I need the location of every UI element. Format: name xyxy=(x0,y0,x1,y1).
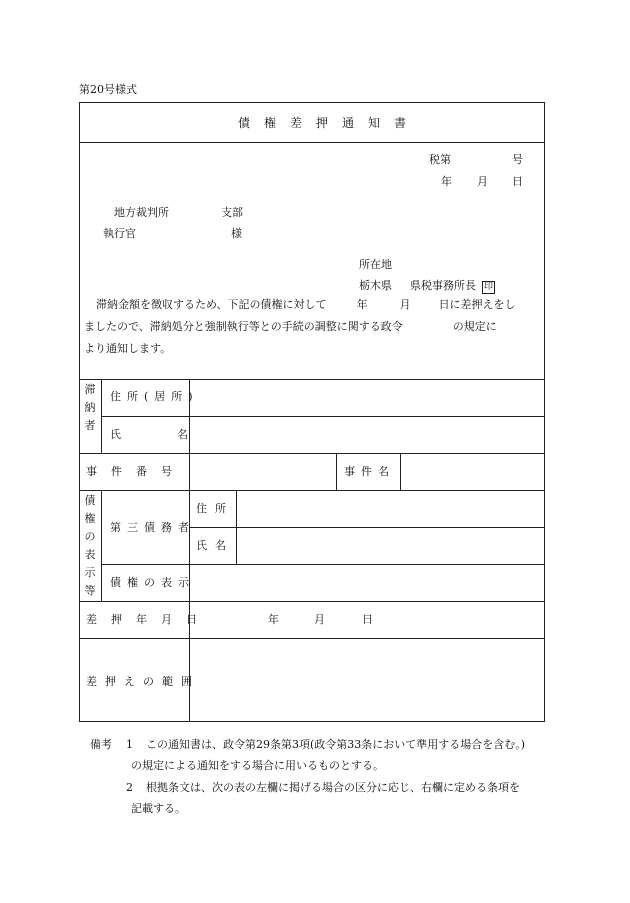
seizure-year: 年 xyxy=(268,613,279,626)
address-label: 住所(居所) xyxy=(110,390,199,403)
claim-label xyxy=(83,492,97,600)
case-name-label: 事件名 xyxy=(344,465,395,478)
note-2-line-2: 記載する。 xyxy=(131,802,186,815)
address-row-divider xyxy=(101,416,545,417)
claim-vline xyxy=(101,490,102,601)
delinquent-vline xyxy=(101,379,102,453)
td-name-label: 氏名 xyxy=(196,539,234,552)
case-number-label: 事件番号 xyxy=(86,465,186,478)
third-debtor-bottom xyxy=(101,564,545,565)
claim-divider xyxy=(79,601,545,602)
delinquent-label xyxy=(83,381,97,435)
note-2-number: 2 xyxy=(126,781,133,794)
body-line-3: より通知します。 xyxy=(84,342,172,355)
delinquent-divider xyxy=(79,453,545,454)
third-debtor-vline xyxy=(236,490,237,564)
body-line-1: 滞納金額を徴収するため、下記の債権に対して 年 月 日に差押えをし xyxy=(96,298,516,311)
tax-number-label: 税第 xyxy=(429,153,451,166)
location-label: 所在地 xyxy=(359,258,392,271)
date-day-label: 日 xyxy=(512,175,523,188)
case-divider xyxy=(79,490,545,491)
sender-line xyxy=(359,280,495,294)
seizure-date-label: 差押年月日 xyxy=(86,613,211,626)
form-box xyxy=(79,102,545,722)
title-divider xyxy=(79,142,545,143)
note-2-line-1: 根拠条文は、次の表の左欄に掲げる場合の区分に応じ、右欄に定める条項を xyxy=(146,781,520,794)
form-number: 第20号様式 xyxy=(79,83,137,96)
body-line-2: ましたので、滞納処分と強制執行等との手続の調整に関する政令 の規定に xyxy=(84,320,497,333)
case-vline-1 xyxy=(336,453,337,490)
document-title: 債権差押通知書 xyxy=(237,116,420,130)
officer-label: 執行官 xyxy=(103,227,136,240)
note-1-number: 1 xyxy=(126,738,133,751)
note-1-line-1: この通知書は、政令第29条第3項(政令第33条において準用する場合を含む。) xyxy=(146,738,526,751)
body-divider xyxy=(79,379,545,380)
go-label: 号 xyxy=(512,153,523,166)
seal-mark: 印 xyxy=(483,282,493,292)
td-address-label: 住所 xyxy=(196,502,234,515)
notes-heading: 備考 xyxy=(90,738,112,751)
honorific-label: 様 xyxy=(231,227,242,240)
date-divider xyxy=(79,638,545,639)
date-month-label: 月 xyxy=(477,175,488,188)
office-head: 県税事務所長 xyxy=(410,279,476,292)
court-label: 地方裁判所 xyxy=(114,206,169,219)
seizure-scope-label: 差押えの範囲 xyxy=(86,675,200,688)
claim-display-label: 債権の表示 xyxy=(110,576,195,589)
case-vline-2 xyxy=(400,453,401,490)
name-label: 氏名 xyxy=(110,428,244,441)
prefecture: 栃木県 xyxy=(359,279,392,292)
third-debtor-divider xyxy=(189,527,545,528)
branch-label: 支部 xyxy=(221,206,243,219)
date-year-label: 年 xyxy=(441,175,452,188)
note-1-line-2: の規定による通知をする場合に用いるものとする。 xyxy=(131,759,384,772)
third-debtor-label: 第三債務者 xyxy=(110,521,195,534)
claim-chars: 債 権 の 表 示 等 xyxy=(84,494,96,597)
seizure-day: 日 xyxy=(362,613,373,626)
delinquent-chars: 滞 納 者 xyxy=(84,383,96,432)
seizure-month: 月 xyxy=(314,613,325,626)
